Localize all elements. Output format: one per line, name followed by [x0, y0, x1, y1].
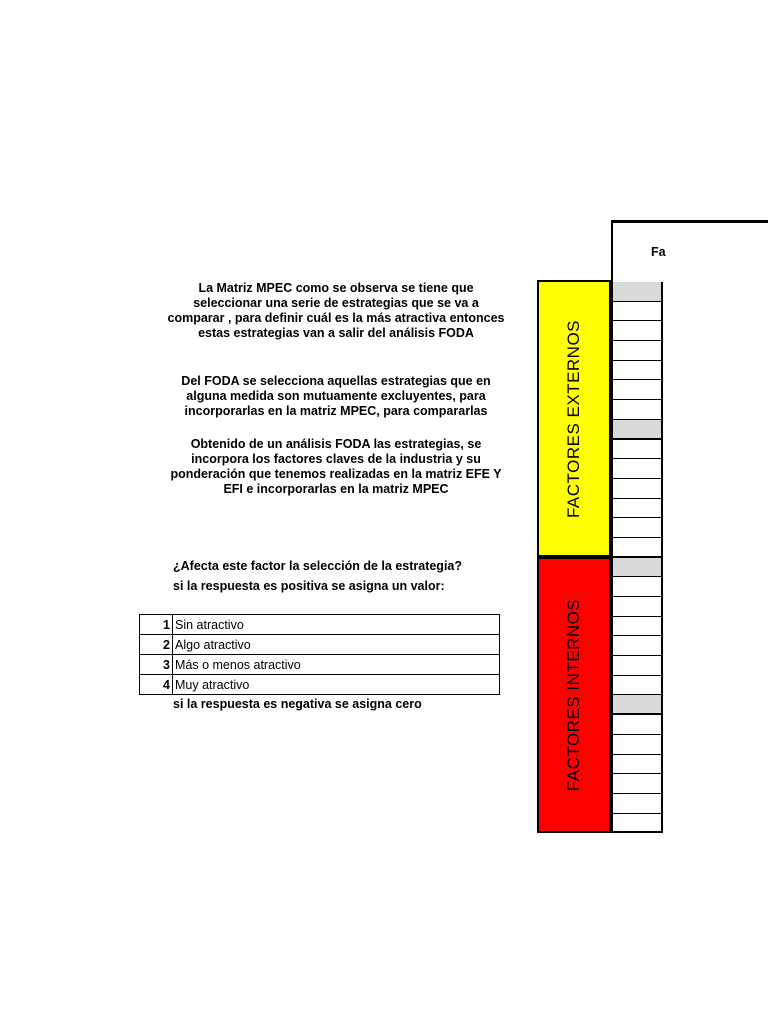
matrix-grid: [611, 282, 663, 833]
question-text: ¿Afecta este factor la selección de la estrategia?: [173, 559, 463, 573]
grid-row: [613, 755, 661, 775]
grid-row: [613, 597, 661, 617]
grid-row: [613, 321, 661, 341]
grid-subheader-row: [613, 695, 661, 715]
grid-row: [613, 636, 661, 656]
foda-factors-paragraph: Obtenido de un análisis FODA las estrategias, se incorpora los factores claves de la industria y su ponderación que tenemos realizadas en la matriz EFE Y EFI e incorporarlas en la matriz MPEC: [170, 437, 502, 496]
internal-factors-section: [537, 557, 611, 833]
grid-row: [613, 361, 661, 381]
grid-row: [613, 302, 661, 322]
grid-row: [613, 400, 661, 420]
scale-value: 1: [140, 615, 173, 635]
table-row: [140, 675, 500, 695]
grid-row: [613, 656, 661, 676]
foda-selection-paragraph: Del FODA se selecciona aquellas estrategias que en alguna medida son mutuamente excluyentes, para incorporarlas en la matriz MPEC, para compararlas: [181, 374, 491, 418]
positive-note: si la respuesta es positiva se asigna un valor:: [173, 579, 445, 593]
intro-paragraph: La Matriz MPEC como se observa se tiene que seleccionar una serie de estrategias que se va a comparar , para definir cuál es la más atractiva entonces estas estrategias van a salir del análisis FODA: [167, 281, 505, 340]
table-row: [140, 655, 500, 675]
grid-subheader-row: [613, 420, 661, 440]
scale-label: Algo atractivo: [173, 635, 500, 655]
grid-row: [613, 774, 661, 794]
grid-row: [613, 676, 661, 696]
grid-row: [613, 794, 661, 814]
scale-value: 4: [140, 675, 173, 695]
scale-label: Más o menos atractivo: [173, 655, 500, 675]
attractiveness-scale-table: [139, 614, 500, 695]
table-row: [140, 635, 500, 655]
grid-row: [613, 440, 661, 460]
grid-row: [613, 380, 661, 400]
grid-row: [613, 538, 661, 558]
grid-row: [613, 479, 661, 499]
grid-subheader-row: [613, 558, 661, 578]
grid-row: [613, 617, 661, 637]
grid-subheader-row: [613, 282, 661, 302]
grid-row: [613, 735, 661, 755]
scale-value: 3: [140, 655, 173, 675]
external-factors-label: FACTORES EXTERNOS: [564, 319, 583, 518]
external-factors-section: [537, 280, 611, 557]
scale-value: 2: [140, 635, 173, 655]
grid-row: [613, 577, 661, 597]
grid-row: [613, 341, 661, 361]
grid-row: [613, 459, 661, 479]
internal-factors-label: FACTORES INTERNOS: [564, 598, 584, 792]
scale-label: Muy atractivo: [173, 675, 500, 695]
matrix-header-cell: [611, 220, 768, 282]
table-row: [140, 615, 500, 635]
grid-row: [613, 518, 661, 538]
negative-note: si la respuesta es negativa se asigna cero: [173, 697, 422, 711]
grid-row: [613, 814, 661, 834]
scale-label: Sin atractivo: [173, 615, 500, 635]
matrix-header-text: Fa: [651, 245, 666, 259]
grid-row: [613, 715, 661, 735]
grid-row: [613, 499, 661, 519]
